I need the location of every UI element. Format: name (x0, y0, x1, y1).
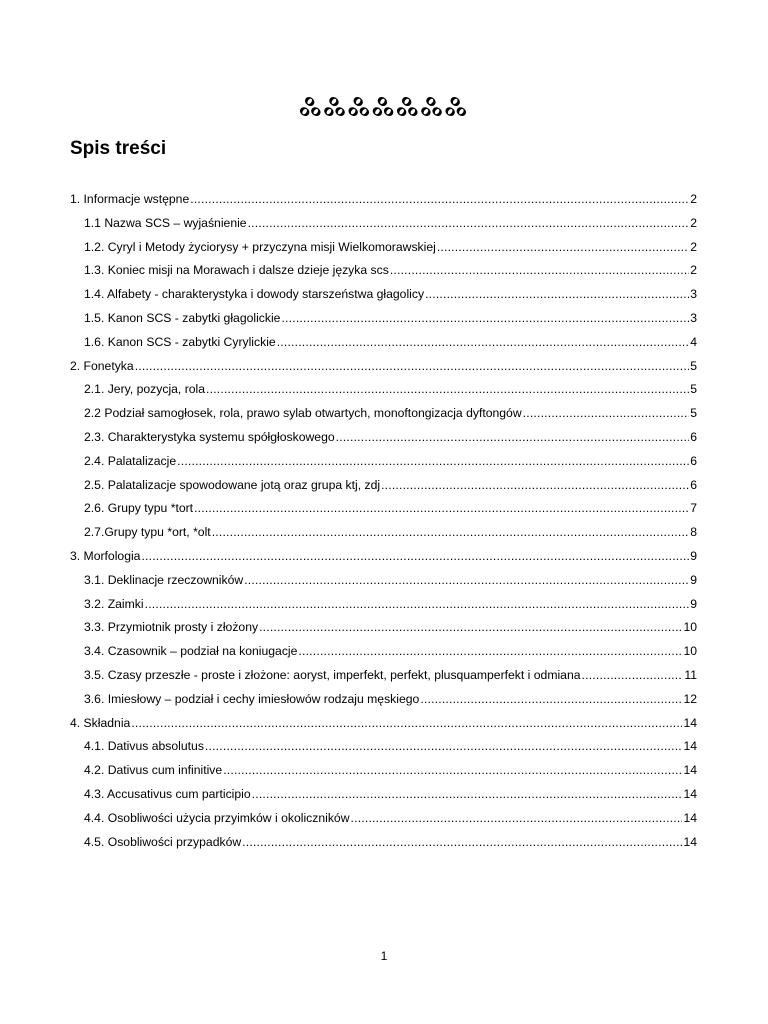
toc-entry[interactable] (70, 454, 697, 478)
toc-entry-label: 3.5. Czasy przeszłe - proste i złożone: aoryst, imperfekt, perfekt, plusquamperfekt i odmiana (84, 667, 581, 682)
toc-entry-label: 3.6. Imiesłowy – podział i cechy imiesłowów rodzaju męskiego (84, 691, 420, 706)
toc-entry-label: 2.6. Grupy typu *tort (84, 501, 194, 516)
toc-leader-dots (135, 359, 690, 373)
toc-entry-page: 4 (690, 334, 697, 349)
toc-heading: Spis treści (70, 138, 167, 159)
toc-entry[interactable] (70, 478, 697, 502)
toc-entry[interactable] (70, 525, 697, 549)
toc-entry-label: 3.4. Czasownik – podział na koniugacje (84, 644, 298, 659)
toc-entry-label: 4.4. Osobliwości użycia przyimków i okoliczników (84, 810, 350, 825)
toc-entry[interactable] (70, 335, 697, 359)
toc-entry-page: 12 (683, 691, 697, 706)
toc-entry-page: 2 (690, 215, 697, 230)
toc-entry[interactable] (70, 668, 697, 692)
toc-leader-dots (277, 335, 690, 349)
toc-entry-page: 11 (684, 667, 697, 682)
toc-entry[interactable] (70, 192, 697, 216)
toc-entry-label: 1.2. Cyryl i Metody życiorysy + przyczyna misji Wielkomorawskiej (84, 239, 436, 254)
toc-leader-dots (190, 192, 689, 206)
toc-entry-label: 1.5. Kanon SCS - zabytki głagolickie (84, 310, 281, 325)
toc-entry[interactable] (70, 430, 697, 454)
toc-leader-dots (177, 454, 689, 468)
toc-entry-label: 2.2 Podział samogłosek, rola, prawo sylab otwartych, monoftongizacja dyftongów (84, 406, 522, 421)
toc-entry-label: 4.2. Dativus cum infinitive (84, 763, 223, 778)
toc-leader-dots (381, 478, 689, 492)
toc-entry[interactable] (70, 501, 697, 525)
toc-entry[interactable] (70, 359, 697, 383)
toc-entry-page: 14 (683, 739, 697, 754)
toc-entry-page: 6 (690, 477, 697, 492)
toc-leader-dots (437, 240, 689, 254)
toc-entry-page: 3 (690, 287, 697, 302)
toc-leader-dots (420, 692, 682, 706)
toc-leader-dots (194, 501, 689, 515)
toc-leader-dots (206, 382, 689, 396)
toc-entry-label: 1. Informacje wstępne (70, 192, 190, 206)
toc-entry-label: 3.2. Zaimki (84, 596, 144, 611)
toc-entry-page: 5 (690, 406, 697, 421)
toc-entry[interactable] (70, 263, 697, 287)
toc-entry-label: 1.1 Nazwa SCS – wyjaśnienie (84, 215, 247, 230)
toc-entry-page: 14 (683, 763, 697, 778)
toc-entry-page: 14 (683, 834, 697, 849)
toc-entry[interactable] (70, 597, 697, 621)
toc-leader-dots (141, 549, 689, 563)
toc-entry-page: 6 (690, 453, 697, 468)
toc-leader-dots (242, 835, 682, 849)
toc-entry-page: 8 (690, 525, 697, 540)
toc-leader-dots (223, 763, 682, 777)
toc-entry-label: 3.1. Deklinacje rzeczowników (84, 572, 244, 587)
toc-entry[interactable] (70, 311, 697, 335)
toc-entry-label: 4.1. Dativus absolutus (84, 739, 204, 754)
toc-leader-dots (145, 597, 690, 611)
toc-entry-label: 3. Morfologia (70, 548, 141, 563)
toc-entry[interactable] (70, 763, 697, 787)
toc-entry[interactable] (70, 739, 697, 763)
toc-entry-label: 4. Składnia (70, 715, 131, 730)
toc-entry-label: 1.6. Kanon SCS - zabytki Cyrylickie (84, 334, 276, 349)
toc-entry[interactable] (70, 835, 697, 859)
toc-entry[interactable] (70, 787, 697, 811)
toc-entry[interactable] (70, 549, 697, 573)
page-header-title: 𑗘𑗘𑗘𑗘𑗘𑗘𑗘 (299, 90, 469, 123)
toc-leader-dots (425, 287, 689, 301)
toc-entry-page: 14 (683, 786, 697, 801)
toc-leader-dots (298, 644, 682, 658)
toc-entry-label: 4.5. Osobliwości przypadków (84, 834, 242, 849)
toc-entry-page: 3 (690, 310, 697, 325)
toc-entry-label: 1.3. Koniec misji na Morawach i dalsze dzieje języka scs (84, 263, 389, 278)
toc-leader-dots (523, 406, 690, 420)
page-number: 1 (380, 949, 388, 963)
toc-entry-label: 2.5. Palatalizacje spowodowane jotą oraz grupa ktj, zdj (84, 477, 381, 492)
toc-entry-page: 2 (690, 263, 697, 278)
toc-entry[interactable] (70, 382, 697, 406)
toc-entry[interactable] (70, 644, 697, 668)
toc-entry-page: 10 (683, 620, 697, 635)
toc-entry-label: 4.3. Accusativus cum participio (84, 786, 251, 801)
toc-leader-dots (244, 573, 689, 587)
toc-entry[interactable] (70, 287, 697, 311)
table-of-contents (70, 192, 697, 858)
toc-entry-page: 6 (690, 429, 697, 444)
toc-entry[interactable] (70, 811, 697, 835)
toc-leader-dots (248, 216, 690, 230)
toc-entry[interactable] (70, 406, 697, 430)
toc-entry[interactable] (70, 240, 697, 264)
toc-leader-dots (252, 787, 683, 801)
toc-entry-label: 2.7.Grupy typu *ort, *olt (84, 525, 211, 540)
toc-entry[interactable] (70, 573, 697, 597)
toc-entry-page: 14 (683, 810, 697, 825)
toc-entry-label: 3.3. Przymiotnik prosty i złożony (84, 620, 259, 635)
toc-leader-dots (259, 620, 682, 634)
toc-leader-dots (212, 525, 690, 539)
toc-entry-page: 14 (683, 715, 697, 730)
toc-entry-page: 9 (690, 596, 697, 611)
toc-entry-page: 7 (690, 501, 697, 516)
toc-entry[interactable] (70, 216, 697, 240)
toc-entry-page: 9 (690, 548, 697, 563)
toc-entry-page: 2 (690, 239, 697, 254)
toc-entry-page: 5 (690, 358, 697, 373)
toc-leader-dots (351, 811, 683, 825)
toc-entry-page: 5 (690, 382, 697, 397)
toc-entry-label: 1.4. Alfabety - charakterystyka i dowody starszeństwa głagolicy (84, 287, 425, 302)
toc-entry-page: 10 (683, 644, 697, 659)
toc-leader-dots (582, 668, 684, 682)
toc-leader-dots (281, 311, 689, 325)
toc-entry-label: 2.3. Charakterystyka systemu spółgłoskowego (84, 429, 335, 444)
toc-entry[interactable] (70, 692, 697, 716)
toc-entry-label: 2.4. Palatalizacje (84, 453, 177, 468)
toc-leader-dots (336, 430, 690, 444)
toc-leader-dots (390, 263, 689, 277)
toc-entry[interactable] (70, 620, 697, 644)
toc-entry-page: 2 (690, 192, 697, 206)
toc-entry[interactable] (70, 716, 697, 740)
toc-entry-label: 2.1. Jery, pozycja, rola (84, 382, 206, 397)
toc-entry-page: 9 (690, 572, 697, 587)
toc-entry-label: 2. Fonetyka (70, 358, 134, 373)
toc-leader-dots (131, 716, 682, 730)
toc-leader-dots (205, 739, 683, 753)
